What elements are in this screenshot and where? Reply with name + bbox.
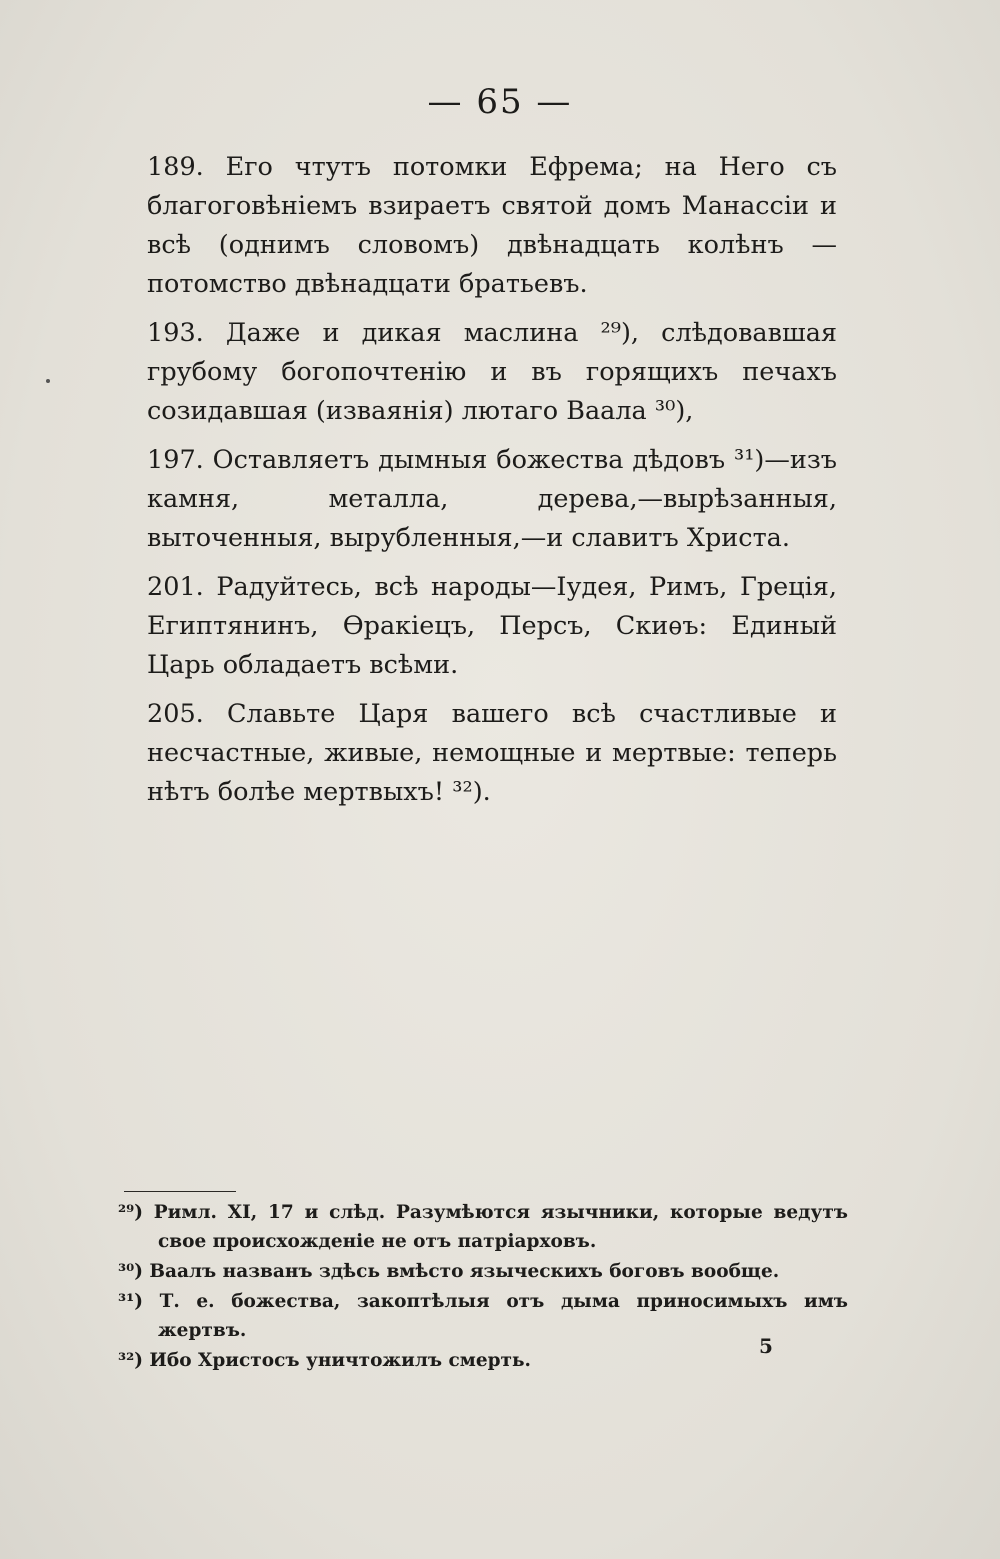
paragraph-197: 197. Оставляетъ дымныя божества дѣдовъ ³¹)—изъ камня, металла, дерева,—вырѣзанныя, выточенныя, вырубленныя,—и славитъ Христа. <box>147 445 837 553</box>
main-text <box>147 148 837 812</box>
footnote-30: ³⁰) Ваалъ названъ здѣсь вмѣсто языческихъ боговъ вообще. <box>118 1261 780 1282</box>
ink-speck <box>46 379 50 383</box>
footnote-divider <box>124 1191 236 1192</box>
paragraph-193: 193. Даже и дикая маслина ²⁹), слѣдовавшая грубому богопочтенію и въ горящихъ печахъ созидавшая (изваянія) лютаго Ваала ³⁰), <box>147 318 837 426</box>
paragraph-189: 189. Его чтутъ потомки Ефрема; на Него съ благоговѣніемъ взираетъ святой домъ Манассіи и всѣ (однимъ словомъ) двѣнадцать колѣнъ — потомство двѣнадцати братьевъ. <box>147 152 837 299</box>
footnote-31: ³¹) Т. е. божества, закоптѣлыя отъ дыма приносимыхъ имъ жертвъ. <box>118 1291 848 1341</box>
footnote-32: ³²) Ибо Христосъ уничтожилъ смерть. <box>118 1350 531 1371</box>
page-number: — 65 — <box>427 82 573 122</box>
footnote-29: ²⁹) Римл. XI, 17 и слѣд. Разумѣются язычники, которые ведутъ свое происхожденіе не отъ патріарховъ. <box>118 1202 848 1252</box>
signature-mark: 5 <box>759 1334 773 1358</box>
footnotes <box>118 1198 848 1375</box>
paragraph-205: 205. Славьте Царя вашего всѣ счастливые и несчастные, живые, немощные и мертвые: теперь нѣтъ болѣе мертвыхъ! ³²). <box>147 699 837 807</box>
paragraph-201: 201. Радуйтесь, всѣ народы—Іудея, Римъ, Греція, Египтянинъ, Ѳракіецъ, Персъ, Скиѳъ: Единый Царь обладаетъ всѣми. <box>147 572 837 680</box>
